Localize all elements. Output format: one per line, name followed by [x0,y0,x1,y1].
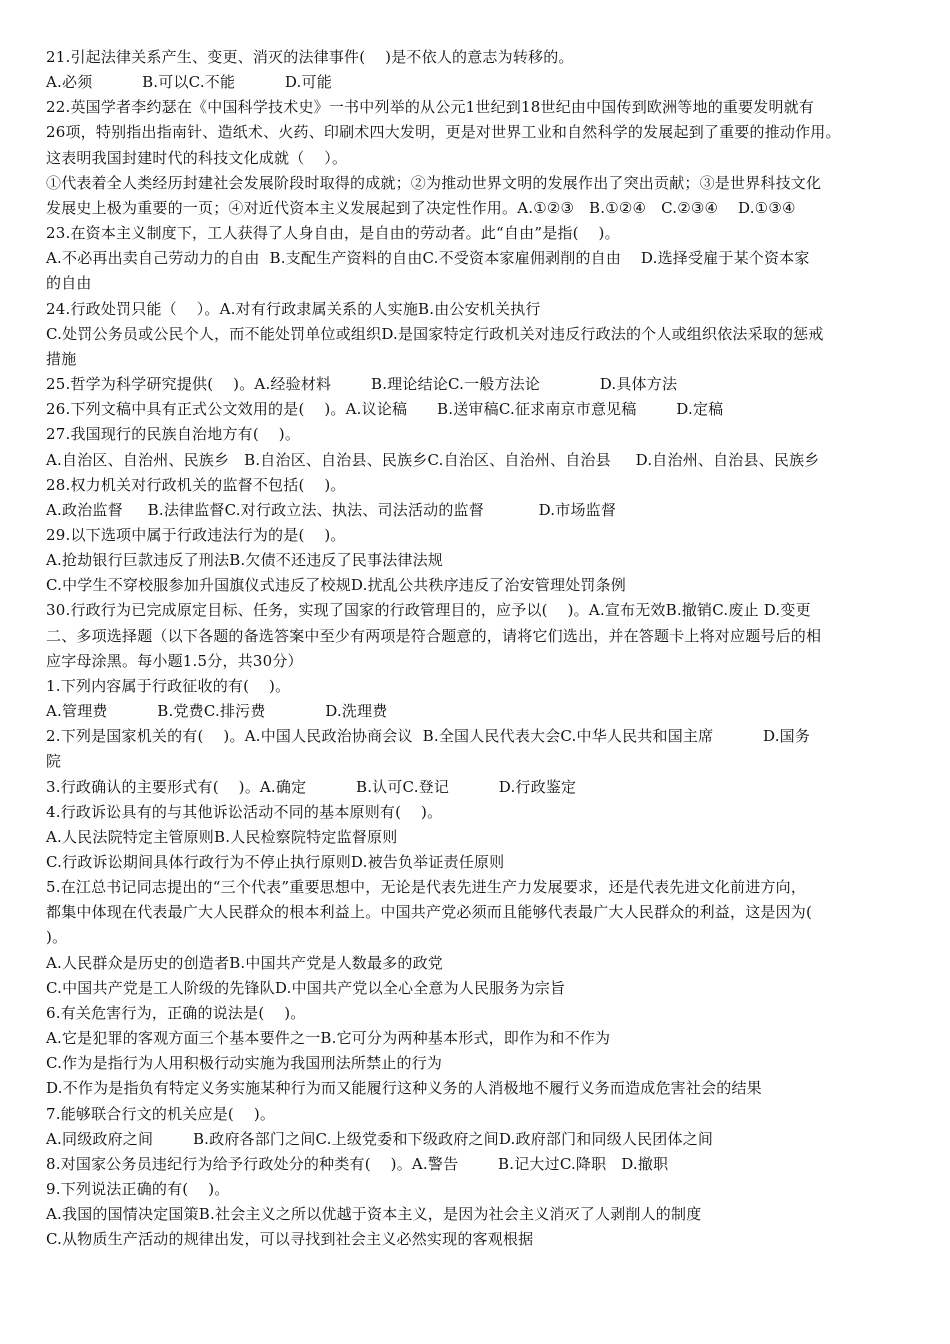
text-line: 26.下列文稿中具有正式公文效用的是( )。A.议论稿 B.送审稿C.征求南京市意见稿 D.定稿 [46,400,724,419]
text-line: ①代表着全人类经历封建社会发展阶段时取得的成就；②为推动世界文明的发展作出了突出贡献；③是世界科技文化 [46,173,822,192]
text-line: A.管理费 B.党费C.排污费 D.洗理费 [46,702,388,721]
text-line: A.政治监督 B.法律监督C.对行政立法、执法、司法活动的监督 D.市场监督 [46,500,617,519]
text-line: C.中国共产党是工人阶级的先锋队D.中国共产党以全心全意为人民服务为宗旨 [46,978,566,997]
text-line: 23.在资本主义制度下，工人获得了人身自由，是自由的劳动者。此“自由”是指( )。 [46,224,620,243]
text-line: A.人民群众是历史的创造者B.中国共产党是人数最多的政党 [46,953,443,972]
text-line: 28.权力机关对行政机关的监督不包括( )。 [46,475,346,494]
document-page [46,45,916,1253]
text-line: )。 [46,928,68,947]
text-line: 1.下列内容属于行政征收的有( )。 [46,676,291,695]
text-line: 8.对国家公务员违纪行为给予行政处分的种类有( )。A.警告 B.记大过C.降职 D.撤职 [46,1154,669,1173]
text-line: 2.下列是国家机关的有( )。A.中国人民政治协商会议 B.全国人民代表大会C.中华人民共和国主席 D.国务 [46,727,811,746]
text-line: 29.以下选项中属于行政违法行为的是( )。 [46,525,346,544]
text-line: 24.行政处罚只能（ ）。A.对有行政隶属关系的人实施B.由公安机关执行 [46,299,541,318]
text-line: A.必须 B.可以C.不能 D.可能 [46,73,332,92]
text-line: 措施 [46,349,77,368]
text-line: 应字母涂黑。每小题1.5分，共30分） [46,651,303,670]
text-line: 25.哲学为科学研究提供( )。A.经验材料 B.理论结论C.一般方法论 D.具体方法 [46,375,678,394]
text-line: 二、多项选择题（以下各题的备选答案中至少有两项是符合题意的，请将它们选出，并在答题卡上将对应题号后的相 [46,626,822,645]
text-line: 3.行政确认的主要形式有( )。A.确定 B.认可C.登记 D.行政鉴定 [46,777,577,796]
text-line: C.处罚公务员或公民个人，而不能处罚单位或组织D.是国家特定行政机关对违反行政法的个人或组织依法采取的惩戒 [46,324,824,343]
text-line: 7.能够联合行文的机关应是( )。 [46,1104,276,1123]
text-line: C.从物质生产活动的规律出发，可以寻找到社会主义必然实现的客观根据 [46,1230,534,1249]
text-line: A.它是犯罪的客观方面三个基本要件之一B.它可分为两种基本形式，即作为和不作为 [46,1029,611,1048]
text-line: 4.行政诉讼具有的与其他诉讼活动不同的基本原则有( )。 [46,802,443,821]
text-line: 5.在江总书记同志提出的“三个代表”重要思想中，无论是代表先进生产力发展要求，还是代表先进文化前进方向， [46,878,807,897]
text-line: C.作为是指行为人用积极行动实施为我国刑法所禁止的行为 [46,1054,443,1073]
text-line: A.同级政府之间 B.政府各部门之间C.上级党委和下级政府之间D.政府部门和同级人民团体之间 [46,1129,714,1148]
text-line: 21.引起法律关系产生、变更、消灭的法律事件( )是不依人的意志为转移的。 [46,48,574,66]
text-line: 院 [46,752,62,771]
text-line: 30.行政行为已完成原定目标、任务，实现了国家的行政管理目的，应予以( )。A.宣布无效B.撤销C.废止 D.变更 [46,601,811,620]
text-line: 9.下列说法正确的有( )。 [46,1180,230,1199]
text-line: A.抢劫银行巨款违反了刑法B.欠债不还违反了民事法律法规 [46,551,443,570]
text-line: 的自由 [46,274,92,293]
text-line: A.自治区、自治州、民族乡 B.自治区、自治县、民族乡C.自治区、自治州、自治县 D.自治州、自治县、民族乡 [46,450,820,469]
text-line: 这表明我国封建时代的科技文化成就（ ）。 [46,148,348,167]
text-line: 6.有关危害行为，正确的说法是( )。 [46,1003,306,1022]
text-line: A.人民法院特定主管原则B.人民检察院特定监督原则 [46,827,398,846]
text-line: C.中学生不穿校服参加升国旗仪式违反了校规D.扰乱公共秩序违反了治安管理处罚条例 [46,576,626,595]
text-line: 22.英国学者李约瑟在《中国科学技术史》一书中列举的从公元1世纪到18世纪由中国传到欧洲等地的重要发明就有 [46,98,815,117]
text-line: 都集中体现在代表最广大人民群众的根本利益上。中国共产党必须而且能够代表最广大人民群众的利益，这是因为( [46,903,813,922]
text-line: D.不作为是指负有特定义务实施某种行为而又能履行这种义务的人消极地不履行义务而造成危害社会的结果 [46,1079,762,1098]
text-line: C.行政诉讼期间具体行政行为不停止执行原则D.被告负举证责任原则 [46,853,505,871]
text-line: 发展史上极为重要的一页；④对近代资本主义发展起到了决定性作用。A.①②③ B.①②④ C.②③④ D.①③④ [46,198,796,217]
text-line: 26项，特别指出指南针、造纸术、火药、印刷术四大发明，更是对世界工业和自然科学的发展起到了重要的推动作用。 [46,123,841,142]
text-line: A.我国的国情决定国策B.社会主义之所以优越于资本主义，是因为社会主义消灭了人剥削人的制度 [46,1205,702,1224]
text-line: 27.我国现行的民族自治地方有( )。 [46,425,301,444]
text-line: A.不必再出卖自己劳动力的自由 B.支配生产资料的自由C.不受资本家雇佣剥削的自由 D.选择受雇于某个资本家 [46,249,810,268]
